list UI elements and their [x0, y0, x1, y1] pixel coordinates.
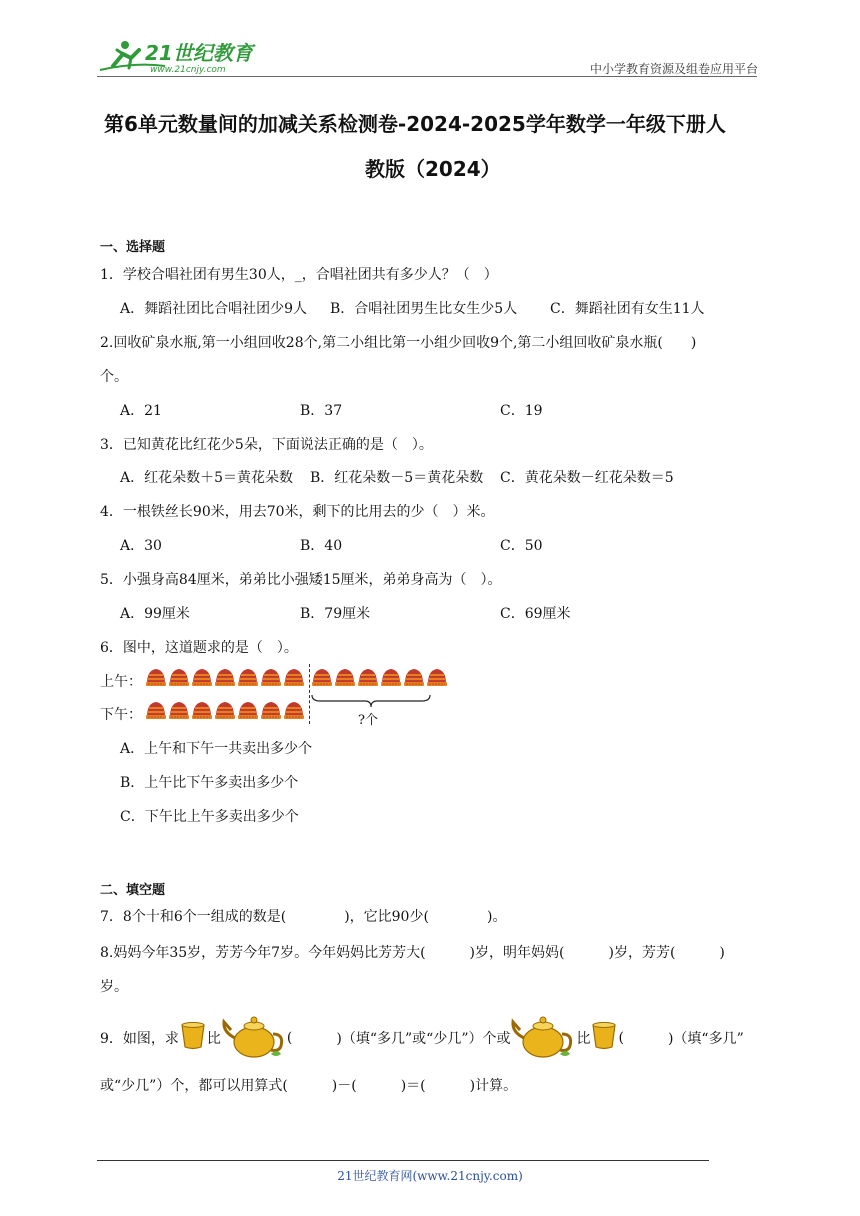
q5-option-c[interactable]: C．69厘米 — [500, 606, 571, 622]
q8-part4: ) — [719, 945, 725, 961]
q1-text: 1．学校合唱社团有男生30人，_，合唱社团共有多少人？（ ） — [100, 267, 498, 283]
q6-option-a[interactable]: A．上午和下午一共卖出多少个 — [120, 741, 313, 757]
q9-part7: )（填“多几” — [667, 1031, 744, 1047]
hat-icon — [145, 700, 167, 720]
q6-unknown-label: ?个 — [358, 713, 378, 728]
q9-line2-d: )计算。 — [469, 1078, 518, 1094]
q7-part3: )。 — [486, 909, 507, 925]
q9-part1: 9．如图，求 — [100, 1031, 179, 1047]
hat-icon — [357, 667, 379, 687]
q4-option-b[interactable]: B．40 — [300, 538, 343, 554]
q9-line2-a: 或“少几”）个，都可以用算式( — [100, 1078, 288, 1094]
hat-icon — [311, 667, 333, 687]
q8-part2: )岁，明年妈妈( — [469, 945, 565, 961]
q9-part2: 比 — [206, 1031, 221, 1047]
q9-line2-b: )－( — [331, 1078, 357, 1094]
hat-icon — [168, 700, 190, 720]
hat-icon — [237, 667, 259, 687]
footer-divider — [97, 1160, 709, 1161]
q9-part3: ( — [286, 1030, 293, 1046]
q1-option-b[interactable]: B．合唱社团男生比女生少5人 — [330, 301, 518, 317]
hat-icon — [237, 700, 259, 720]
cup-icon-2 — [590, 1021, 618, 1055]
teapot-icon — [221, 1012, 287, 1064]
q5-text: 5．小强身高84厘米，弟弟比小强矮15厘米，弟弟身高为（ ）。 — [100, 572, 502, 588]
hat-icon — [260, 700, 282, 720]
q2-option-a[interactable]: A．21 — [120, 403, 162, 419]
q6-afternoon-label: 下午： — [100, 707, 142, 723]
hat-icon — [214, 700, 236, 720]
q8-line2: 岁。 — [100, 979, 128, 995]
q9-part5: 比 — [576, 1031, 591, 1047]
section-heading-fill: 二、填空题 — [100, 883, 166, 898]
q3-text: 3．已知黄花比红花少5朵，下面说法正确的是（ ）。 — [100, 437, 433, 453]
q8-part1: 8.妈妈今年35岁，芳芳今年7岁。今年妈妈比芳芳大( — [100, 945, 426, 961]
platform-name: 中小学教育资源及组卷应用平台 — [589, 62, 758, 76]
hat-icon — [168, 667, 190, 687]
hat-icon — [380, 667, 402, 687]
hat-icon — [191, 700, 213, 720]
hat-icon — [214, 667, 236, 687]
hat-icon — [334, 667, 356, 687]
q3-option-c[interactable]: C．黄花朵数－红花朵数＝5 — [500, 470, 674, 486]
q1-option-c[interactable]: C．舞蹈社团有女生11人 — [550, 301, 705, 317]
q5-option-b[interactable]: B．79厘米 — [300, 606, 371, 622]
hat-icon — [426, 667, 448, 687]
q7-part1: 7．8个十和6个一组成的数是( — [100, 909, 287, 925]
hat-icon — [283, 700, 305, 720]
section-heading-choice: 一、选择题 — [100, 240, 166, 255]
q6-afternoon-hats — [145, 699, 306, 720]
cup-icon — [179, 1021, 207, 1055]
q9-line2 — [100, 1075, 517, 1095]
q8-line — [100, 942, 725, 962]
q3-option-b[interactable]: B．红花朵数－5＝黄花朵数 — [310, 470, 484, 486]
logo — [95, 36, 265, 76]
q9-part4: )（填“多几”或“少几”）个或 — [336, 1031, 511, 1047]
footer-text[interactable]: 21世纪教育网(www.21cnjy.com) — [337, 1169, 523, 1183]
q4-option-a[interactable]: A．30 — [120, 538, 162, 554]
hat-icon — [145, 667, 167, 687]
q9-part6: ( — [618, 1030, 624, 1046]
q6-brace — [310, 693, 432, 709]
q7-line — [100, 906, 506, 926]
q6-morning-label: 上午： — [100, 674, 142, 690]
q8-part3: )岁，芳芳( — [608, 945, 676, 961]
header-divider — [97, 76, 757, 77]
q2-option-c[interactable]: C．19 — [500, 403, 543, 419]
q6-option-b[interactable]: B．上午比下午多卖出多少个 — [120, 775, 299, 791]
q6-option-c[interactable]: C．下午比上午多卖出多少个 — [120, 809, 299, 825]
logo-url: www.21cnjy.com — [150, 65, 226, 75]
q6-morning-hats — [145, 666, 449, 687]
q2-text-cont: 个。 — [100, 369, 128, 385]
q1-option-a[interactable]: A．舞蹈社团比合唱社团少9人 — [120, 301, 308, 317]
q2-option-b[interactable]: B．37 — [300, 403, 343, 419]
doc-title-line2: 教版（2024） — [365, 157, 501, 181]
q3-option-a[interactable]: A．红花朵数＋5＝黄花朵数 — [120, 470, 294, 486]
hat-icon — [403, 667, 425, 687]
q2-text: 2.回收矿泉水瓶,第一小组回收28个,第二小组比第一小组少回收9个,第二小组回收矿泉水瓶( ) — [100, 335, 697, 351]
doc-title-line1: 第6单元数量间的加减关系检测卷-2024-2025学年数学一年级下册人 — [104, 112, 726, 136]
hat-icon — [191, 667, 213, 687]
teapot-icon-2 — [510, 1012, 576, 1064]
q9-line2-c: )＝( — [400, 1078, 426, 1094]
q4-text: 4．一根铁丝长90米，用去70米，剩下的比用去的少（ ）米。 — [100, 504, 495, 520]
q6-text: 6．图中，这道题求的是（ ）。 — [100, 640, 298, 656]
hat-icon — [283, 667, 305, 687]
logo-text: 21世纪教育 — [145, 41, 253, 65]
hat-icon — [260, 667, 282, 687]
q9-line1 — [100, 1012, 744, 1064]
q7-part2: )，它比90少( — [344, 909, 429, 925]
q4-option-c[interactable]: C．50 — [500, 538, 543, 554]
q5-option-a[interactable]: A．99厘米 — [120, 606, 190, 622]
